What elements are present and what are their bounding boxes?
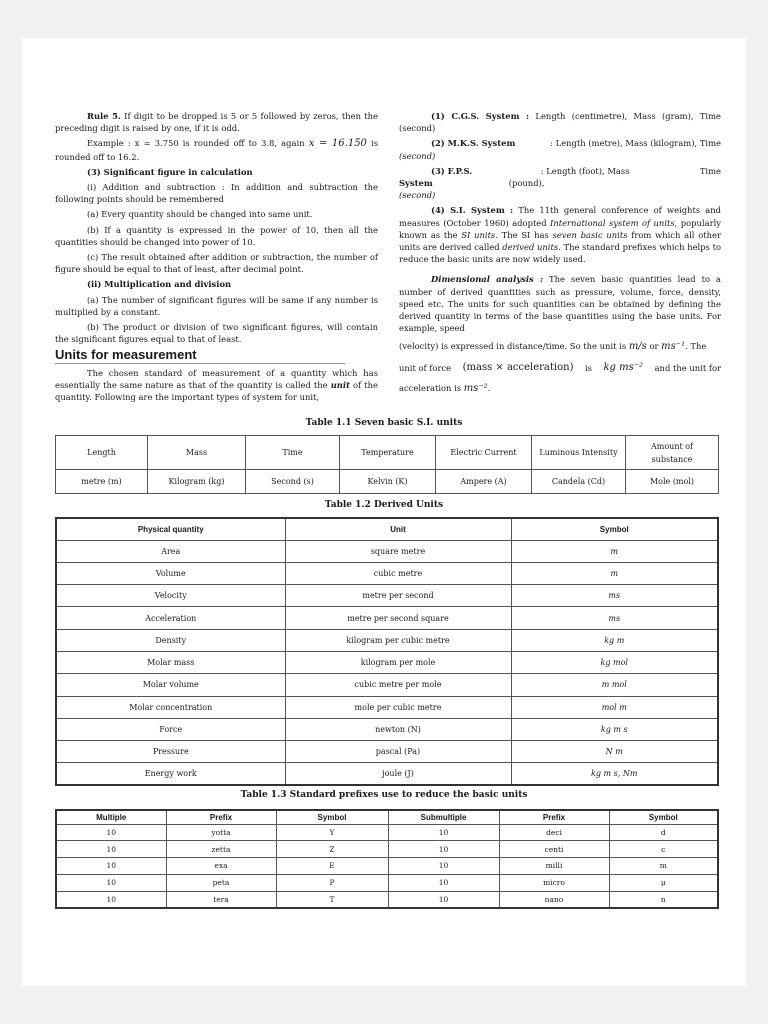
table-cell: Kelvin (K) [340, 470, 436, 494]
table-header-cell: Prefix [499, 810, 609, 824]
table-cell: P [276, 874, 388, 891]
point-c: (c) The result obtained after addition or subtraction, the number of figure should be equal to that of least, after decimal point. [55, 252, 378, 275]
velocity-or: or [646, 341, 662, 352]
table-header-row [56, 436, 719, 470]
table-cell: metre (m) [56, 470, 148, 494]
table-cell: m mol [511, 674, 718, 696]
table-row [56, 824, 718, 841]
table-cell: Force [56, 718, 285, 740]
table-cell: E [276, 858, 388, 875]
table-cell: Y [276, 824, 388, 841]
table-cell: mol m [511, 696, 718, 718]
table-cell: 10 [56, 841, 166, 858]
table-cell: micro [499, 874, 609, 891]
table-cell: T [276, 891, 388, 908]
table-row [56, 562, 718, 584]
table-2-title: Table 1.2 Derived Units [324, 500, 444, 510]
table-row [56, 718, 718, 740]
table-cell: Energy work [56, 763, 285, 785]
table-header-row [56, 810, 718, 824]
table-row [56, 891, 718, 908]
si-italic-3: seven basic units [552, 229, 628, 240]
table-cell: Molar concentration [56, 696, 285, 718]
addition-subtraction-paragraph: (i) Addition and subtraction : In addition and subtraction the following points should be remembered [55, 182, 378, 205]
table-cell: joule (J) [285, 763, 511, 785]
dim-label: Dimensional analysis : [431, 274, 544, 285]
acc-math: ms⁻² [463, 382, 488, 394]
table-cell: 10 [388, 858, 499, 875]
table-cell: 10 [56, 874, 166, 891]
table-cell: m [511, 540, 718, 562]
table-cell: milli [499, 858, 609, 875]
table-cell: yotta [166, 824, 276, 841]
table-cell: Molar mass [56, 651, 285, 673]
example-math: x = 16.150 [308, 138, 367, 150]
table-cell: 10 [56, 858, 166, 875]
table-row [56, 607, 718, 629]
table-cell: Z [276, 841, 388, 858]
table-header-cell: Luminous Intensity [532, 436, 626, 470]
table-cell: Volume [56, 562, 285, 584]
example-tail: is rounded off to 16.2. [55, 138, 379, 162]
table-cell: metre per second square [285, 607, 511, 629]
si-italic-1: International system of units [550, 217, 675, 228]
velocity-line [399, 340, 721, 353]
table-cell: tera [166, 891, 276, 908]
rule-5-text: If digit to be dropped is 5 or 5 followed by zeros, then the preceding digit is raised by one, if it is odd. [55, 111, 379, 134]
table-cell: 10 [388, 874, 499, 891]
table-cell: m [609, 858, 718, 875]
table-cell: N m [511, 741, 718, 763]
example-paragraph [55, 137, 378, 162]
table-cell: n [609, 891, 718, 908]
table-cell: square metre [285, 540, 511, 562]
table-row [56, 629, 718, 651]
table-cell: kg m s, Nm [511, 763, 718, 785]
table-cell: 10 [56, 891, 166, 908]
si-text-3: . The SI has [495, 229, 553, 240]
table-cell: cubic metre per mole [285, 674, 511, 696]
table-row [56, 741, 718, 763]
table-row [56, 651, 718, 673]
table-cell: centi [499, 841, 609, 858]
table-header-cell: Symbol [276, 810, 388, 824]
table-cell: zetta [166, 841, 276, 858]
rule-5-paragraph [55, 110, 378, 134]
table-cell: cubic metre [285, 562, 511, 584]
cgs-system [399, 110, 721, 134]
point-b: (b) If a quantity is expressed in the power of 10, then all the quantities should be changed into power of 10. [55, 224, 378, 247]
table-header-cell: Electric Current [436, 436, 532, 470]
fps-text: : Length (foot), Mass (pound), [508, 165, 630, 189]
table-cell: ms [511, 585, 718, 607]
table-cell: Molar volume [56, 674, 285, 696]
standard-prefixes-table [55, 809, 719, 909]
table-row [56, 585, 718, 607]
example-text: Example : x = 3.750 is rounded off to 3.8, again [87, 138, 305, 149]
table-cell: deci [499, 824, 609, 841]
fps-time: Time [699, 165, 721, 176]
table-cell: 10 [388, 891, 499, 908]
units-paragraph [55, 367, 378, 404]
table-cell: kilogram per mole [285, 651, 511, 673]
table-row [56, 874, 718, 891]
units-text-2: of the quantity. Following are the important types of system for unit, [55, 379, 378, 403]
point-a: (a) Every quantity should be changed into same unit. [87, 209, 313, 220]
table-cell: peta [166, 874, 276, 891]
seven-basic-si-units-table [55, 435, 719, 494]
table-cell: kg m s [511, 718, 718, 740]
table-cell: Candela (Cd) [532, 470, 626, 494]
si-text-2: , popularly known as the [399, 217, 721, 240]
document-page [22, 38, 746, 986]
units-text-1: The chosen standard of measurement of a quantity which has essentially the same nature as that of the quantity is called the [55, 367, 378, 390]
table-cell: μ [609, 874, 718, 891]
velocity-math-2: ms⁻¹ [661, 341, 686, 353]
table-row [56, 674, 718, 696]
table-cell: 10 [388, 824, 499, 841]
table-cell: newton (N) [285, 718, 511, 740]
multiplication-division-heading: (ii) Multiplication and division [87, 279, 232, 290]
table-cell: d [609, 824, 718, 841]
table-cell: kg m [511, 629, 718, 651]
table-cell: Ampere (A) [436, 470, 532, 494]
mks-text: : Length (metre), Mass (kilogram), Time [550, 138, 721, 149]
si-system [399, 204, 721, 265]
table-header-cell: Multiple [56, 810, 166, 824]
table-cell: ms [511, 607, 718, 629]
point-b-multiplication: (b) The product or division of two significant figures, will contain the significant figures equal to that of least. [55, 322, 378, 345]
table-row [56, 858, 718, 875]
velocity-text: (velocity) is expressed in distance/time. So the unit is [399, 341, 627, 352]
fps-label: (3) F.P.S. System [399, 165, 473, 189]
force-line [399, 362, 721, 374]
table-header-cell: Length [56, 436, 148, 470]
table-header-cell: Amount of substance [626, 436, 719, 470]
table-cell: 10 [56, 824, 166, 841]
velocity-tail: . The [685, 341, 707, 352]
table-header-cell: Unit [285, 518, 511, 540]
dim-text: The seven basic quantities lead to a number of derived quantities such as pressure, volume, force, density, speed etc. The units for such quantities can be obtained by defining the derived quantity in terms of the base quantities using the base units. For example, speed [399, 274, 721, 334]
table-header-cell: Prefix [166, 810, 276, 824]
acceleration-line [399, 382, 721, 395]
table-cell: 10 [388, 841, 499, 858]
table-header-cell: Symbol [511, 518, 718, 540]
left-column [55, 110, 378, 403]
table-header-cell: Physical quantity [56, 518, 285, 540]
mks-label: (2) M.K.S. System [431, 138, 516, 149]
derived-units-table [55, 517, 719, 786]
significant-figure-heading: (3) Significant figure in calculation [87, 166, 253, 177]
si-italic-4: derived units [502, 242, 559, 253]
table-cell: Area [56, 540, 285, 562]
si-label: (4) S.I. System : [431, 205, 514, 216]
cgs-text: Length (centimetre), Mass (gram), Time (second) [399, 111, 721, 134]
right-column [399, 110, 721, 395]
fps-system [399, 165, 721, 189]
table-cell: kg mol [511, 651, 718, 673]
rule-5-label: Rule 5. [87, 111, 121, 121]
table-header-cell: Time [246, 436, 340, 470]
table-cell: Acceleration [56, 607, 285, 629]
si-italic-2: SI units [461, 229, 496, 240]
table-header-cell: Submultiple [388, 810, 499, 824]
table-header-cell: Temperature [340, 436, 436, 470]
table-cell: exa [166, 858, 276, 875]
table-cell: kilogram per cubic metre [285, 629, 511, 651]
table-row [56, 470, 719, 494]
force-unit: kg ms⁻² [603, 361, 644, 373]
acc-text: acceleration is [399, 382, 462, 393]
table-header-cell: Mass [148, 436, 246, 470]
units-heading: Units for measurement [55, 349, 345, 363]
table-row [56, 763, 718, 785]
table-cell: c [609, 841, 718, 858]
table-cell: pascal (Pa) [285, 741, 511, 763]
mks-system [399, 137, 721, 149]
force-math: (mass × acceleration) [462, 361, 574, 373]
table-cell: Mole (mol) [626, 470, 719, 494]
force-tail: and the unit for [654, 362, 721, 373]
table-1-title: Table 1.1 Seven basic S.I. units [305, 418, 463, 428]
si-text-4: from which all other units are derived called [399, 229, 721, 253]
table-cell: Pressure [56, 741, 285, 763]
table-row [56, 540, 718, 562]
table-3-title: Table 1.3 Standard prefixes use to reduce the basic units [240, 790, 528, 800]
force-text: unit of force [399, 362, 452, 373]
table-row [56, 696, 718, 718]
table-row [56, 841, 718, 858]
table-cell: Density [56, 629, 285, 651]
units-word: unit [330, 379, 350, 390]
table-cell: Second (s) [246, 470, 340, 494]
point-a-multiplication: (a) The number of significant figures will be same if any number is multiplied by a constant. [55, 294, 378, 317]
table-cell: Velocity [56, 585, 285, 607]
cgs-label: (1) C.G.S. System : [431, 111, 530, 121]
table-cell: m [511, 562, 718, 584]
velocity-math-1: m/s [628, 341, 647, 353]
table-header-cell: Symbol [609, 810, 718, 824]
table-cell: metre per second [285, 585, 511, 607]
table-cell: mole per cubic metre [285, 696, 511, 718]
si-text-1: The 11th general conference of weights and measures (October 1960) adopted [399, 205, 721, 228]
dimensional-analysis [399, 273, 721, 334]
si-text-5: . The standard prefixes which helps to reduce the basic units are now widely used. [399, 242, 721, 265]
table-cell: Kilogram (kg) [148, 470, 246, 494]
fps-tail: (second) [399, 190, 436, 201]
acc-tail: . [487, 382, 491, 393]
force-is: is [585, 362, 592, 373]
mks-tail: (second) [399, 150, 436, 161]
table-cell: nano [499, 891, 609, 908]
table-header-row [56, 518, 718, 540]
